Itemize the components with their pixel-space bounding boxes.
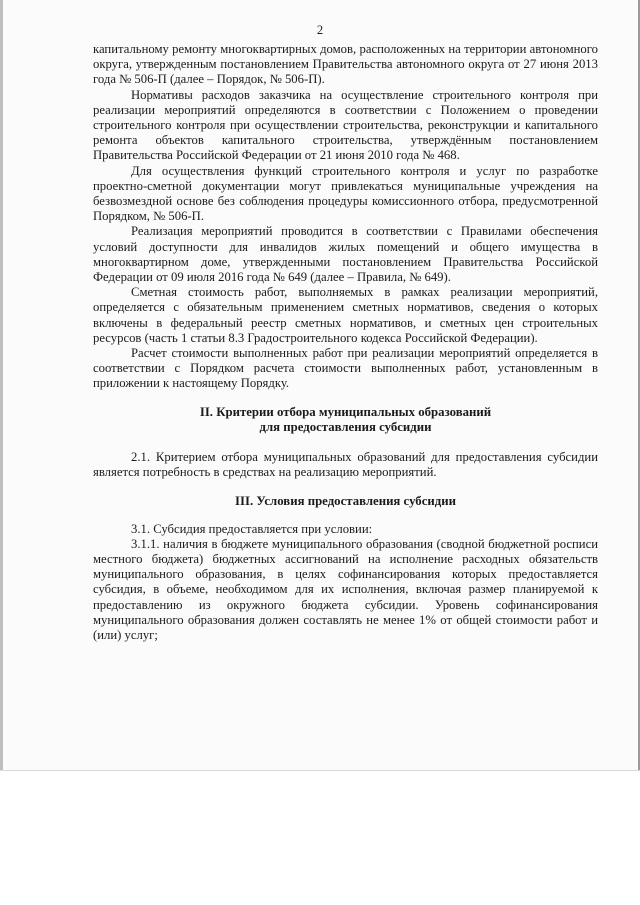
section-2-heading-line-1: II. Критерии отбора муниципальных образований (199, 404, 492, 419)
paragraph-estimate-cost: Сметная стоимость работ, выполняемых в рамках реализации мероприятий, определяется с обязательным применением сметных нормативов, сведения о которых включены в федеральный реестр сметных нормативов, и сметных цен строительных ресурсов (часть 1 статьи 8.3 Градостроительного кодекса Российской Федерации). (93, 285, 598, 345)
section-2-heading (93, 405, 598, 436)
blank-area (0, 771, 640, 905)
paragraph-municipal-institutions: Для осуществления функций строительного контроля и услуг по разработке проектно-сметной документации могут привлекаться муниципальные учреждения на безвозмездной основе без соблюдения процедуры комиссионного отбора, предусмотренной Порядком, № 506-П. (93, 163, 598, 224)
document-body (93, 42, 598, 643)
paragraph-continuation: капитальному ремонту многоквартирных домов, расположенных на территории автономного округа, утвержденным постановлением Правительства автономного округа от 27 июня 2013 года № 506-П (далее – Порядок, № 506-П). (93, 42, 598, 87)
paragraph-3-1: 3.1. Субсидия предоставляется при условии: (131, 521, 373, 536)
page-number: 2 (316, 23, 324, 37)
section-3-heading: III. Условия предоставления субсидии (235, 494, 456, 509)
paragraph-2-1: 2.1. Критерием отбора муниципальных образований для предоставления субсидии является потребность в средствах на реализацию мероприятий. (93, 449, 598, 479)
paragraph-3-1-1: 3.1.1. наличия в бюджете муниципального образования (сводной бюджетной росписи местного бюджета) бюджетных ассигнований на исполнение расходных обязательств муниципального образования, в целях софинансирования которых предоставляется субсидия, в объеме, необходимом для их исполнения, включая размер планируемой к предоставлению из окружного бюджета субсидии. Уровень софинансирования муниципального образования должен составлять не менее 1% от общей стоимости работ и (или) услуг; (93, 536, 598, 642)
scan-edge-left (0, 0, 3, 770)
paragraph-cost-calculation: Расчет стоимости выполненных работ при реализации мероприятий определяется в соответствии с Порядком расчета стоимости выполненных работ, установленным в приложении к настоящему Порядку. (93, 346, 598, 391)
paragraph-accessibility-rules: Реализация мероприятий проводится в соответствии с Правилами обеспечения условий доступности для инвалидов жилых помещений и общего имущества в многоквартирном доме, утвержденными постановлением Правительства Российской Федерации от 09 июля 2016 года № 649 (далее – Правила, № 649). (93, 224, 598, 285)
section-2-heading-line-2: для предоставления субсидии (259, 420, 432, 435)
paragraph-control-norms: Нормативы расходов заказчика на осуществление строительного контроля при реализации мероприятий определяются в соответствии с Положением о проведении строительного контроля при осуществлении строительства, реконструкции и капитального ремонта объектов капитального строительства, утверждённым постановлением Правительства Российской Федерации от 21 июня 2010 года № 468. (93, 87, 598, 163)
